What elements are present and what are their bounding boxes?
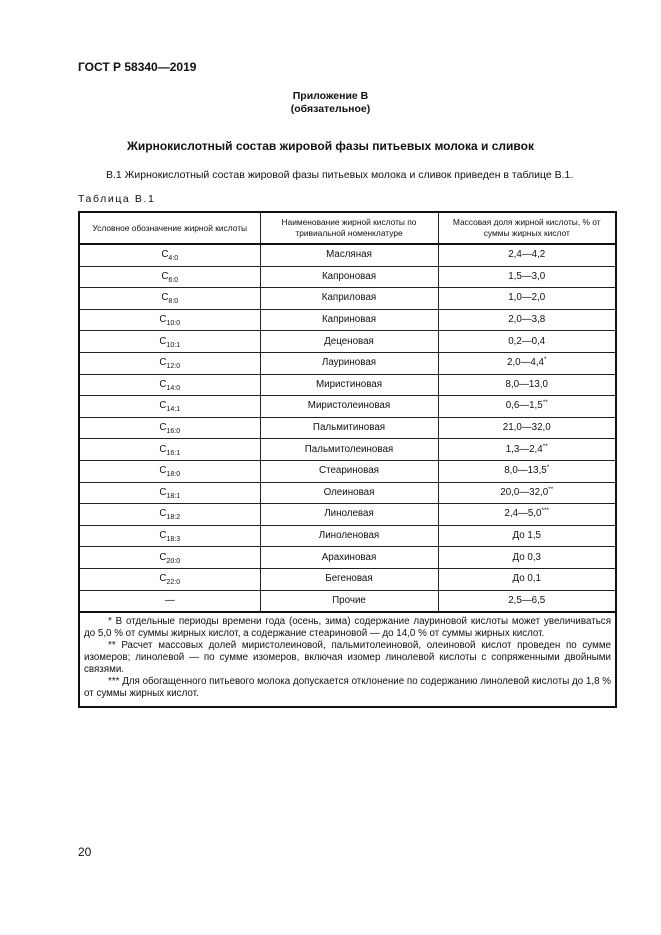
acid-name: Олеиновая	[260, 482, 438, 504]
acid-symbol-subscript: 18:0	[166, 471, 181, 479]
footnote-mark: *	[546, 464, 550, 472]
acid-symbol: C	[159, 551, 167, 563]
page-number: 20	[78, 845, 92, 859]
acid-symbol-subscript: 12:0	[166, 363, 181, 371]
table-body	[79, 244, 616, 612]
mass-fraction-cell	[438, 568, 616, 590]
header-mass-fraction: Массовая доля жирной кислоты, % от суммы жирных кислот	[438, 212, 616, 244]
acid-name: Деценовая	[260, 331, 438, 353]
mass-fraction-value: 2,4—5,0	[504, 508, 542, 520]
acid-symbol-cell	[79, 417, 260, 439]
mass-fraction-cell	[438, 288, 616, 310]
mass-fraction-cell	[438, 396, 616, 418]
acid-symbol-cell	[79, 352, 260, 374]
footnote-mark: **	[542, 442, 548, 450]
mass-fraction-value: 21,0—32,0	[502, 422, 551, 434]
mass-fraction-value: 1,3—2,4	[505, 443, 543, 455]
acid-symbol-cell	[79, 504, 260, 526]
notes-row	[79, 612, 616, 707]
mass-fraction-cell	[438, 547, 616, 569]
acid-symbol-subscript: 4:0	[168, 255, 179, 263]
header-symbol: Условное обозначение жирной кислоты	[79, 212, 260, 244]
acid-symbol: C	[159, 508, 167, 520]
table-note	[84, 616, 611, 640]
acid-name: Линоленовая	[260, 525, 438, 547]
note-text: Расчет массовых долей миристолеиновой, пальмитолеиновой, олеиновой кислот проведен по сумме изомеров; линолевой — по сумме изомеров, включая изомер линолевой кислоты с сопряженными двойными связями.	[84, 640, 611, 676]
section-title: Жирнокислотный состав жировой фазы питьевых молока и сливок	[127, 139, 534, 153]
acid-symbol-cell	[79, 288, 260, 310]
mass-fraction-cell	[438, 590, 616, 612]
acid-symbol-subscript: 18:3	[166, 536, 181, 544]
acid-symbol: C	[159, 357, 167, 369]
acid-symbol: C	[159, 400, 167, 412]
acid-name: Лауриновая	[260, 352, 438, 374]
mass-fraction-value: 1,5—3,0	[508, 270, 546, 282]
table-row	[79, 504, 616, 526]
table-row	[79, 439, 616, 461]
footnote-mark: ***	[541, 507, 550, 515]
acid-symbol-cell	[79, 568, 260, 590]
mass-fraction-value: 20,0—32,0	[500, 486, 549, 498]
mass-fraction-value: До 1,5	[512, 530, 542, 542]
table-row	[79, 568, 616, 590]
acid-name: Бегеновая	[260, 568, 438, 590]
note-mark: **	[108, 640, 116, 652]
mass-fraction-cell	[438, 352, 616, 374]
acid-symbol-cell	[79, 396, 260, 418]
mass-fraction-cell	[438, 482, 616, 504]
mass-fraction-value: До 0,1	[512, 573, 542, 585]
table-row	[79, 244, 616, 266]
acid-symbol: C	[159, 530, 167, 542]
table-row	[79, 396, 616, 418]
mass-fraction-cell	[438, 525, 616, 547]
acid-symbol-subscript: 8:0	[168, 298, 179, 306]
acid-symbol-cell	[79, 460, 260, 482]
acid-symbol: C	[159, 486, 167, 498]
acid-symbol-cell	[79, 309, 260, 331]
table-row	[79, 374, 616, 396]
acid-symbol: C	[159, 465, 167, 477]
table-note	[84, 640, 611, 676]
acid-symbol: C	[159, 422, 167, 434]
acid-name: Арахиновая	[260, 547, 438, 569]
note-text: Для обогащенного питьевого молока допускается отклонение по содержанию линолевой кислоты до 1,8 % от суммы жирных кислот.	[84, 676, 611, 700]
header-name: Наименование жирной кислоты по тривиальной номенклатуре	[260, 212, 438, 244]
footnote-mark: **	[548, 485, 554, 493]
acid-symbol-subscript: 18:2	[166, 514, 181, 522]
acid-symbol-subscript: 14:0	[166, 384, 181, 392]
fatty-acid-table	[78, 211, 617, 708]
mass-fraction-cell	[438, 460, 616, 482]
mass-fraction-cell	[438, 504, 616, 526]
table-row	[79, 460, 616, 482]
note-text: В отдельные периоды времени года (осень, зима) содержание лауриновой кислоты может увеличиваться до 5,0 % от суммы жирных кислот, а содержание стеариновой — до 14,0 % от суммы жирных кислот.	[84, 616, 611, 640]
table-row	[79, 590, 616, 612]
mass-fraction-value: 2,4—4,2	[508, 249, 546, 261]
footnote-mark: **	[542, 399, 548, 407]
document-code: ГОСТ Р 58340—2019	[78, 60, 197, 74]
appendix-title: Приложение В	[292, 90, 369, 102]
table-row	[79, 352, 616, 374]
acid-symbol-cell	[79, 482, 260, 504]
acid-symbol-cell	[79, 244, 260, 266]
acid-symbol-subscript: 18:1	[166, 492, 181, 500]
acid-symbol-subscript: 20:0	[166, 557, 181, 565]
table-row	[79, 525, 616, 547]
acid-symbol-cell	[79, 266, 260, 288]
acid-symbol-subscript: 16:0	[166, 428, 181, 436]
acid-name: Прочие	[260, 590, 438, 612]
note-mark: *	[108, 616, 112, 628]
mass-fraction-cell	[438, 417, 616, 439]
mass-fraction-cell	[438, 439, 616, 461]
mass-fraction-cell	[438, 374, 616, 396]
acid-symbol: C	[161, 249, 169, 261]
table-caption: Таблица В.1	[78, 193, 156, 205]
acid-symbol-subscript: 22:0	[166, 579, 181, 587]
acid-name: Масляная	[260, 244, 438, 266]
footnote-mark: *	[544, 356, 547, 364]
mass-fraction-value: 2,5—6,5	[508, 594, 546, 606]
acid-symbol-cell	[79, 374, 260, 396]
acid-symbol: C	[161, 270, 169, 282]
acid-symbol: C	[159, 573, 167, 585]
acid-symbol: —	[164, 594, 175, 606]
mass-fraction-value: 8,0—13,0	[505, 378, 548, 390]
mass-fraction-cell	[438, 266, 616, 288]
acid-name: Миристолеиновая	[260, 396, 438, 418]
table-row	[79, 309, 616, 331]
acid-symbol-subscript: 14:1	[166, 406, 181, 414]
mass-fraction-value: 0,2—0,4	[508, 335, 546, 347]
table-row	[79, 288, 616, 310]
table-row	[79, 547, 616, 569]
acid-symbol-cell	[79, 439, 260, 461]
mass-fraction-value: 8,0—13,5	[504, 465, 547, 477]
acid-symbol: C	[161, 292, 169, 304]
acid-name: Пальмитиновая	[260, 417, 438, 439]
acid-symbol: C	[159, 335, 167, 347]
table-row	[79, 482, 616, 504]
mass-fraction-value: 1,0—2,0	[508, 292, 546, 304]
acid-symbol-cell	[79, 547, 260, 569]
acid-symbol-subscript: 10:1	[166, 341, 181, 349]
acid-symbol-subscript: 10:0	[166, 320, 181, 328]
acid-symbol-subscript: 6:0	[168, 276, 179, 284]
appendix-status: (обязательное)	[290, 103, 371, 115]
acid-symbol-subscript: 16:1	[166, 449, 181, 457]
intro-paragraph: В.1 Жирнокислотный состав жировой фазы питьевых молока и сливок приведен в таблице В.1.	[106, 169, 574, 181]
acid-symbol: C	[159, 378, 167, 390]
acid-symbol-cell	[79, 525, 260, 547]
acid-symbol: C	[159, 443, 167, 455]
acid-name: Стеариновая	[260, 460, 438, 482]
acid-symbol-cell	[79, 590, 260, 612]
mass-fraction-value: 2,0—3,8	[508, 314, 546, 326]
mass-fraction-value: 0,6—1,5	[505, 400, 543, 412]
table-row	[79, 266, 616, 288]
acid-name: Капроновая	[260, 266, 438, 288]
acid-name: Каприновая	[260, 309, 438, 331]
note-mark: ***	[108, 676, 120, 688]
table-row	[79, 331, 616, 353]
table-note	[84, 676, 611, 700]
mass-fraction-cell	[438, 309, 616, 331]
acid-symbol-cell	[79, 331, 260, 353]
table-header-row	[79, 212, 616, 244]
acid-name: Миристиновая	[260, 374, 438, 396]
table-row	[79, 417, 616, 439]
acid-name: Пальмитолеиновая	[260, 439, 438, 461]
appendix-heading	[0, 90, 661, 116]
acid-name: Линолевая	[260, 504, 438, 526]
table-notes	[79, 612, 616, 707]
mass-fraction-value: 2,0—4,4	[506, 357, 544, 369]
acid-symbol: C	[159, 314, 167, 326]
mass-fraction-cell	[438, 331, 616, 353]
acid-name: Каприловая	[260, 288, 438, 310]
mass-fraction-value: До 0,3	[512, 551, 542, 563]
mass-fraction-cell	[438, 244, 616, 266]
